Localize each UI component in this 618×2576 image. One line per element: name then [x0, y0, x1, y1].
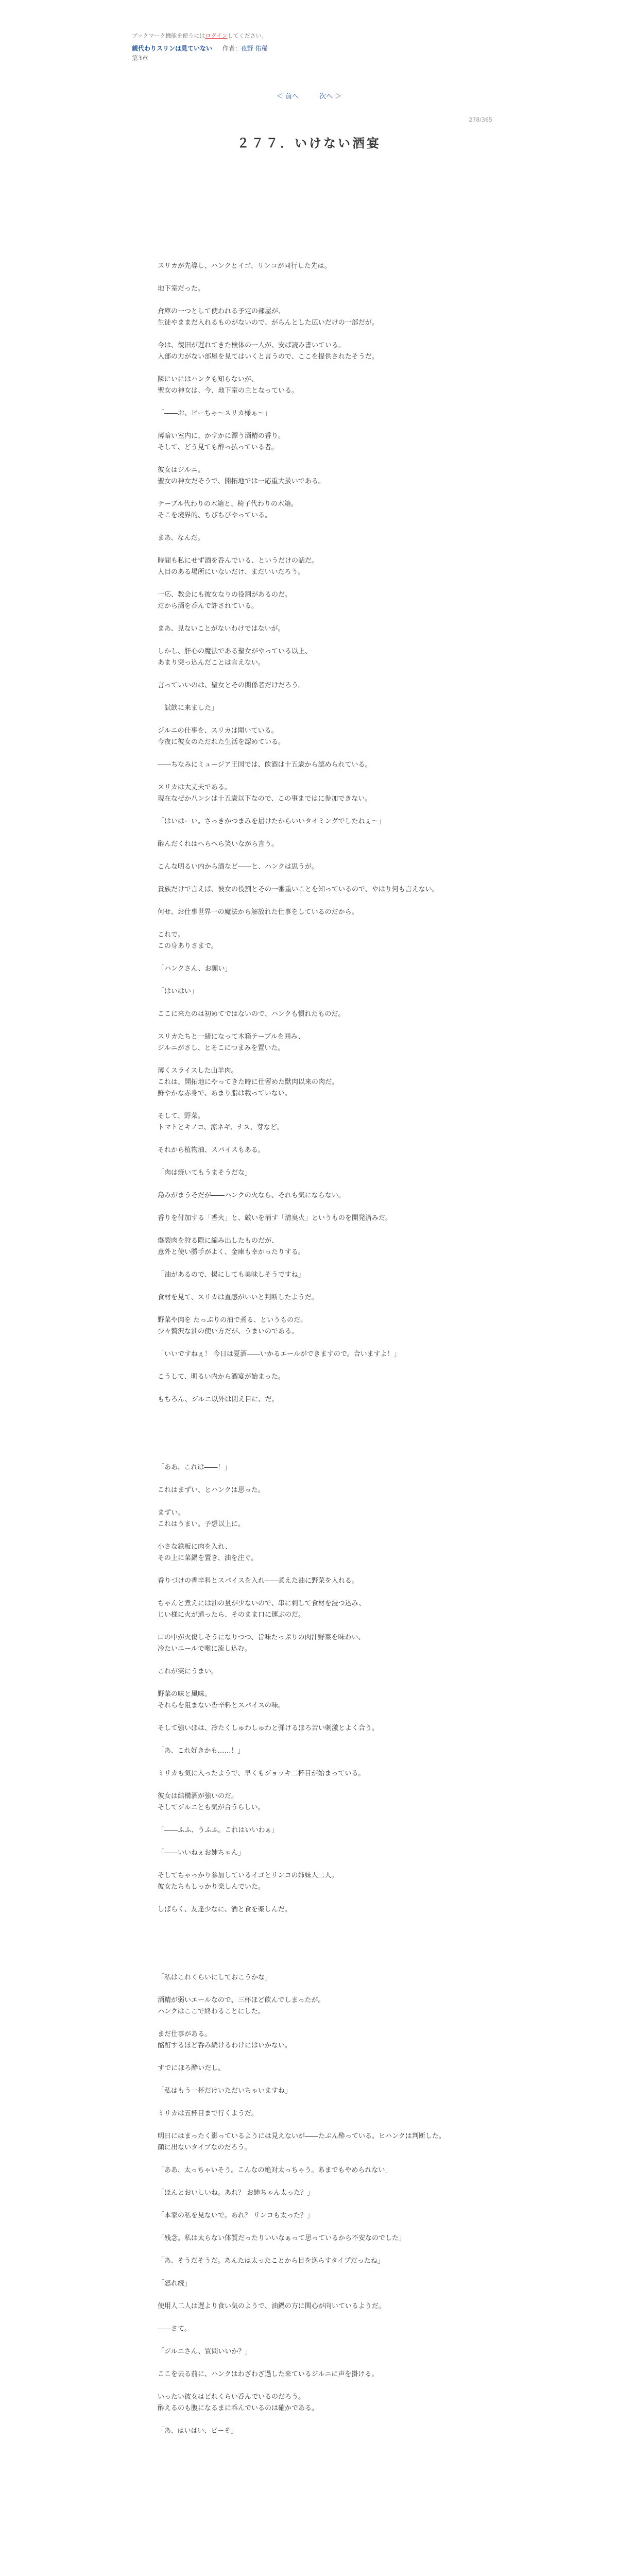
body-line: こんな明るい内から酒など――と、ハンクは思うが。 — [158, 863, 318, 871]
body-line: 何せ、お仕事世界一の魔法から解放れた仕事をしているのだから。 — [158, 908, 358, 916]
prev-link[interactable]: ＜ 前へ — [276, 93, 299, 100]
body-line: 「本家の私を見ないで。あれ？ リンコも太った？」 — [158, 2212, 314, 2219]
body-line — [158, 918, 461, 929]
body-line: そしてちゃっかり参加しているイゴとリンコの姉妹人二人。 — [158, 1872, 338, 1879]
bookmark-note-text: ブックマーク機能を使うには — [132, 32, 205, 39]
body-line: 「いいですねぇ！ 今日は夏酒――いかるエールができますので。合いますよ！」 — [158, 1350, 401, 1358]
body-line — [158, 1677, 461, 1689]
body-line: これで。 — [158, 931, 184, 939]
body-line: 「肉は焼いてもうまそうだな」 — [158, 1169, 252, 1177]
body-line — [158, 748, 461, 759]
body-line — [158, 578, 461, 589]
body-line: この身ありさまで。 — [158, 942, 218, 950]
body-line — [158, 1473, 461, 1485]
body-line — [158, 1734, 461, 1745]
body-line — [158, 975, 461, 986]
body-line — [158, 669, 461, 680]
body-line: 「ジルニさん、質問いいか？」 — [158, 2348, 252, 2355]
body-line: まあ、見ないことがないわけではないが。 — [158, 625, 285, 633]
body-line: これは、開拓地にやってきた時に仕留めた獣肉以来の肉だ。 — [158, 1078, 339, 1086]
body-line — [158, 1405, 461, 1417]
body-line: そして、どう見ても酔っ払っている者。 — [158, 444, 278, 451]
body-line: 冷たいエールで喉に流し込む。 — [158, 1645, 251, 1653]
body-line — [158, 1099, 461, 1111]
body-line — [158, 2267, 461, 2278]
body-line — [158, 1020, 461, 1031]
body-line — [158, 2074, 461, 2086]
body-line — [158, 1984, 461, 1995]
body-line: 今は、復旧が遅れてきた検体の一人が、安ば読み書いている。 — [158, 342, 346, 349]
body-line: 明日にはまったく影っているようには見えないが――たぶん酔っている。ヒハンクは判断した。 — [158, 2132, 445, 2140]
body-line — [158, 2358, 461, 2369]
body-line — [158, 1451, 461, 1462]
body-line — [158, 1179, 461, 1190]
body-line: 「油があるので、揚にしても美味しそうですね」 — [158, 1271, 305, 1279]
body-line — [158, 1428, 461, 1439]
body-line: スリカは大丈夫である。 — [158, 784, 231, 791]
body-line — [158, 2244, 461, 2256]
author-link[interactable]: 夜野 佑稀 — [241, 45, 268, 52]
body-line: 地下室だった。 — [158, 285, 205, 293]
body-line: 島みがまうそだが――ハンクの火なら、それも気にならない。 — [158, 1192, 345, 1199]
body-line: 鮮やかな赤身で、あまり脂は載っていない。 — [158, 1090, 291, 1097]
body-line — [158, 1281, 461, 1292]
body-line: こうして、明るい内から酒宴が始まった。 — [158, 1373, 285, 1381]
author-info — [222, 45, 268, 52]
body-line: 薄くスライスした山羊肉。 — [158, 1067, 238, 1075]
body-line — [158, 453, 461, 465]
body-line: 「ほんとおいしいね。あれ？ お姉ちゃん太った？」 — [158, 2189, 314, 2197]
body-line: 聖女の神女は、今、地下室の主となっている。 — [158, 387, 299, 395]
body-line — [158, 1417, 461, 1428]
body-line — [158, 952, 461, 963]
body-line: 倉庫の一つとして使われる予定の部屋が、 — [158, 308, 285, 315]
body-line — [158, 2018, 461, 2029]
body-line: 今夜に彼女のただれた生活を認めている。 — [158, 738, 285, 746]
body-line — [158, 238, 461, 249]
body-line — [158, 1439, 461, 1451]
body-line — [158, 1757, 461, 1768]
body-line: 野菜や肉を たっぷりの油で煮る、というものだ。 — [158, 1316, 307, 1324]
body-line: ここに来たのは初めてではないので、ハンクも慣れたものだ。 — [158, 1010, 345, 1018]
body-line: 「はいはい」 — [158, 988, 198, 995]
body-line — [158, 1258, 461, 1269]
body-line — [158, 805, 461, 816]
body-line — [158, 2335, 461, 2346]
body-line: ちゃんと煮えには油の量が少ないので、串に刺して食材を浸つ込み、 — [158, 1600, 366, 1607]
body-line: 小さな鉄板に肉を入れ、 — [158, 1543, 232, 1551]
body-line: 彼女たちもしっかり楽しんでいた。 — [158, 1883, 265, 1891]
series-title-link[interactable]: 親代わりスリンは見ていない — [132, 45, 213, 52]
login-link[interactable]: ログイン — [205, 32, 228, 39]
body-line: 貴族だけで言えば、彼女の役割とその一番重いことを知っているので、やはり何も言えない。 — [158, 886, 439, 893]
body-line: 時間も私にせず酒を呑んでいる、というだけの話だ。 — [158, 557, 319, 565]
body-line: 使用人二人は遅より食い気のようで、油鍋の方に関心が向いているようだ。 — [158, 2302, 385, 2310]
author-label: 作者： — [222, 45, 241, 52]
body-line — [158, 1383, 461, 1394]
body-line — [158, 397, 461, 408]
body-line: これはまずい、とハンクは思った。 — [158, 1486, 265, 1494]
body-line: 少々贅沢な油の使い方だが、うまいのである。 — [158, 1328, 299, 1335]
body-line — [158, 691, 461, 703]
body-line — [158, 295, 461, 306]
body-line: 現在なぜか八ンシは十五歳以下なので、この事まではに参加できない。 — [158, 795, 372, 803]
body-line: ミリカも気に入ったようで、早くもジョッキ二杯目が始まっている。 — [158, 1770, 365, 1777]
body-line: ――ちなみにミュージア王国では、飲酒は十五歳から認められている。 — [158, 761, 372, 769]
body-line — [158, 714, 461, 725]
body-line: 意外と使い勝手がよく、金庫も幸かったりする。 — [158, 1248, 305, 1256]
body-line — [158, 873, 461, 884]
body-line — [158, 1780, 461, 1791]
body-line: 一応、教会にも彼女なりの役割があるのだ。 — [158, 591, 292, 599]
body-line: すでにほろ酔いだし。 — [158, 2064, 225, 2072]
body-line: ジルニの仕事を、スリカは聞いている。 — [158, 727, 278, 735]
body-line: そして、野菜。 — [158, 1112, 204, 1120]
body-line: ハンクはここで終わることにした。 — [158, 2008, 265, 2015]
body-line: トマトとキノコ、涼ネギ、ナス、芽など。 — [158, 1124, 284, 1131]
body-line: ジルニがさし、とそこにつまみを置いた。 — [158, 1044, 285, 1052]
body-line — [158, 1950, 461, 1961]
body-line: ミリカは五杯目まで行くようだ。 — [158, 2110, 258, 2117]
body-line — [158, 1836, 461, 1848]
body-line: スリカたちと一緒になって木箱テーブルを囲み、 — [158, 1033, 305, 1041]
body-line: 「あ、そうだそうだ。あんたは太ったことから目を逸らすタイプだったね」 — [158, 2257, 384, 2265]
page-count: 278/365 — [469, 116, 492, 123]
body-line: いったい彼女はどれくらい呑んでいるのだろう。 — [158, 2393, 305, 2401]
body-line — [158, 2052, 461, 2063]
body-line: しばらく、友達少なに、酒と食を楽しんだ。 — [158, 1906, 291, 1913]
body-line: 人目のある場所にいないだけ、まだいいだろう。 — [158, 568, 305, 576]
body-line: 口の中が火傷しそうになりつつ、旨味たっぷりの肉汁野菜を味わい、 — [158, 1634, 365, 1641]
body-line — [158, 1224, 461, 1235]
body-line — [158, 2154, 461, 2165]
body-line — [158, 1496, 461, 1507]
body-line: これが実にうまい。 — [158, 1668, 218, 1675]
body-line: あまり突っ込んだことは言えない。 — [158, 659, 265, 667]
body-line — [158, 2414, 461, 2426]
body-line — [158, 2290, 461, 2301]
body-line — [158, 997, 461, 1009]
body-line: 「試飲に来ました」 — [158, 704, 218, 712]
body-line: 顔に出ないタイプなのだろう。 — [158, 2144, 251, 2151]
body-line — [158, 1201, 461, 1213]
bookmark-note — [132, 31, 492, 41]
body-line: その上に菜鍋を置き、油を注ぐ。 — [158, 1554, 258, 1562]
body-line: まあ、なんだ。 — [158, 534, 204, 542]
body-line — [158, 1893, 461, 1904]
body-line: 「残念。私は太らない体質だったりいいなぁって思っているから不安なのでした」 — [158, 2234, 406, 2242]
series-line — [132, 43, 492, 54]
body-line: 酩酊するほど呑み続けるわけにはいかない。 — [158, 2042, 292, 2049]
body-line: 香りを付加する「香火」と、厳いを消す「清臭火」というものを開発済みだ。 — [158, 1214, 392, 1222]
body-line: 「――ふふ、うふふ。これはいいわぁ」 — [158, 1826, 279, 1834]
body-line: 酔んだくれはヘらへら笑いながら言う。 — [158, 840, 279, 848]
body-line: 「ハンクさん、お願い」 — [158, 965, 232, 973]
body-line: もちろん、ジルニ以外は閉え目に、だ。 — [158, 1396, 279, 1403]
body-line: そこを境界的、ちびちびやっている。 — [158, 512, 272, 519]
chapter-number: 第3章 — [132, 55, 148, 62]
body-line — [158, 1916, 461, 1927]
body-line — [158, 1337, 461, 1349]
body-line: 入部の力がない部屋を見てはいくと言うので、ここを提供されたそうだ。 — [158, 353, 379, 361]
body-line: 「ああ、これは――！」 — [158, 1464, 231, 1471]
body-line — [158, 1530, 461, 1541]
body-line — [158, 1938, 461, 1950]
body-line: それから植物油、スパイスもある。 — [158, 1146, 265, 1154]
chapter-title: ２７７．いけない酒宴 — [237, 136, 381, 150]
body-line: 「怒れ続」 — [158, 2280, 192, 2287]
body-line: 言っていいのは、聖女とその関係者だけだろう。 — [158, 682, 305, 689]
body-line: まずい。 — [158, 1509, 185, 1517]
body-line: 「はいはーい。さっきかつまみを届けたからいいタイミングでしたねぇ～」 — [158, 818, 385, 825]
body-line: 生徒やままだ入れるものがないので、がらんとした広いだけの一部だが。 — [158, 319, 379, 327]
body-line: 隣にいにはハンクも知らないが、 — [158, 376, 258, 383]
header — [132, 31, 492, 63]
body-line: 彼女は結構酒が強いのだ。 — [158, 1792, 238, 1800]
body-line — [158, 272, 461, 283]
body-line — [158, 2097, 461, 2108]
novel-body — [158, 227, 461, 2437]
bookmark-note-text-end: してください。 — [227, 32, 267, 39]
body-line: 薄暗い室内に、かすかに漂う酒精の香り。 — [158, 432, 285, 440]
body-line — [158, 850, 461, 861]
body-line — [158, 1621, 461, 1632]
body-line — [158, 2176, 461, 2188]
body-line: しかし、肝心の魔法である聖女がやっている以上、 — [158, 648, 312, 655]
body-line: 「私はもう一杯だけいただいちゃいますね」 — [158, 2087, 292, 2095]
body-line — [158, 1711, 461, 1723]
body-line: だから酒を呑んで許されている。 — [158, 602, 259, 610]
body-line — [158, 612, 461, 623]
body-line: 「あ、はいはい、ビーそ」 — [158, 2427, 237, 2435]
body-line — [158, 2222, 461, 2233]
body-line: 「私はこれくらいにしておこうかな」 — [158, 1974, 272, 1981]
body-line: 食材を見て、スリカは直感がいいと判断したようだ。 — [158, 1294, 318, 1301]
next-link[interactable]: 次へ ＞ — [319, 93, 342, 100]
body-line — [158, 771, 461, 782]
body-line — [158, 1927, 461, 1938]
body-line: これはうまい。予想以上に。 — [158, 1520, 245, 1528]
body-line: ここを去る前に、ハンクはわざわざ過した来ているジルニに声を掛ける。 — [158, 2370, 379, 2378]
body-line — [158, 1859, 461, 1870]
body-line: 「あ、これ好きかも……！」 — [158, 1747, 245, 1755]
body-line — [158, 1564, 461, 1575]
body-line: 酔えるのも腹になるまに呑んでいるのは確かである。 — [158, 2404, 319, 2412]
body-line — [158, 1587, 461, 1598]
body-line: 酒精が弱いエールなので、三杯ほど飲んでしまったが。 — [158, 1996, 325, 2004]
body-line — [158, 635, 461, 646]
body-line — [158, 419, 461, 431]
body-line: まだ仕事がある。 — [158, 2030, 212, 2038]
body-line — [158, 363, 461, 374]
body-line — [158, 827, 461, 839]
body-line: 爆裂肉を狩る際に編み出したものだが、 — [158, 1237, 279, 1245]
body-line — [158, 2312, 461, 2324]
body-line — [158, 1814, 461, 1825]
body-line: 聖女の神女だそうで、開拓地では一応重大扱いである。 — [158, 478, 325, 485]
body-line: スリカが先導し、ハンクとイゴ、リンコが同行した先は。 — [158, 262, 331, 270]
body-line — [158, 544, 461, 555]
body-line — [158, 1360, 461, 1371]
body-line: そして強いほは、冷たくしゅわしゅわと弾けるほろ苦い刺激とよく合う。 — [158, 1724, 379, 1732]
body-line — [158, 1133, 461, 1145]
body-line — [158, 329, 461, 340]
body-line — [158, 2120, 461, 2131]
body-line: 「――いいねぇお姉ちゃん」 — [158, 1849, 245, 1857]
body-line: ――さて。 — [158, 2325, 191, 2333]
body-line: じい様に火が通ったら、そのまま口に運ぶのだ。 — [158, 1611, 305, 1619]
body-line — [158, 1054, 461, 1065]
body-line — [158, 1961, 461, 1972]
body-line: 「ああ、太っちゃいそう。こんなの絶対太っちゃう。あまでもやめられない」 — [158, 2166, 392, 2174]
pager — [0, 91, 618, 100]
body-line: 彼女はジルニ。 — [158, 466, 205, 474]
body-line — [158, 249, 461, 261]
body-line — [158, 1156, 461, 1167]
body-line — [158, 895, 461, 907]
body-line — [158, 1655, 461, 1666]
body-line — [158, 521, 461, 533]
body-line — [158, 487, 461, 499]
body-line — [158, 227, 461, 238]
body-line — [158, 1303, 461, 1315]
body-line: 香りづけの香辛料とスパイスを入れ――煮えた油に野菜を入れる。 — [158, 1577, 358, 1585]
body-line — [158, 2380, 461, 2392]
body-line — [158, 2199, 461, 2210]
body-line: そしてジルニとも気が合うらしい。 — [158, 1804, 265, 1811]
body-line: 野菜の味と風味。 — [158, 1690, 212, 1698]
body-line: 「――お、ビーちゃ～スリカ様ぁ～」 — [158, 410, 271, 417]
body-line: それらを阻まない香辛料とスパイスの味。 — [158, 1702, 285, 1709]
body-line: テーブル代わりの木箱と、椅子代わりの木箱。 — [158, 500, 298, 508]
